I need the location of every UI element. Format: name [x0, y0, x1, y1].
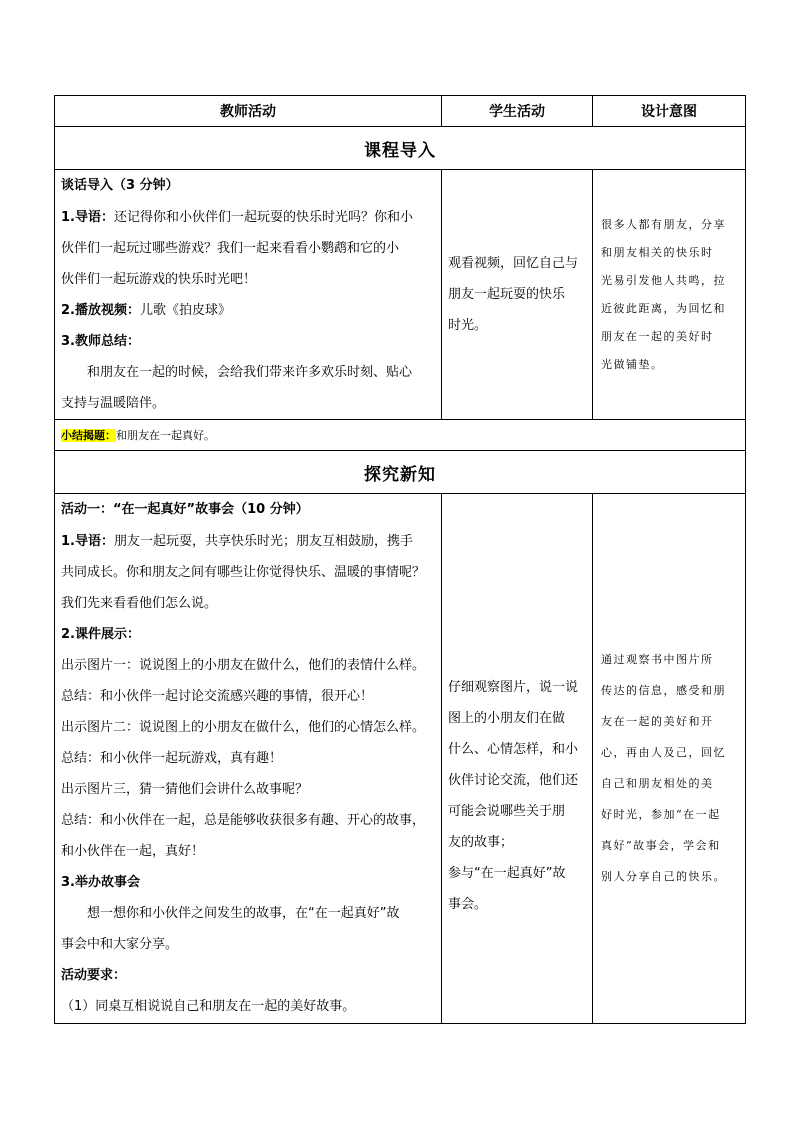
design-line: 心，再由人及己，回忆 — [601, 746, 726, 759]
teacher-line-rest: 儿歌《拍皮球》 — [139, 303, 231, 318]
summary-text: 和朋友在一起真好。 — [116, 429, 215, 442]
student-line: 图上的小朋友们在做 — [448, 711, 566, 726]
teacher-line: 共同成长。你和朋友之间有哪些让你觉得快乐、温暖的事情呢？ — [61, 565, 426, 580]
teacher-line: 总结：和小伙伴在一起，总是能够收获很多有趣、开心的故事， — [61, 813, 426, 828]
summary-cell — [55, 420, 746, 451]
section-row — [55, 127, 746, 170]
teacher-line: 1.导语：朋友一起玩耍，共享快乐时光；朋友互相鼓励，携手 — [61, 534, 413, 549]
teacher-line: 出示图片二：说说图上的小朋友在做什么，他们的心情怎么样。 — [61, 720, 426, 735]
teacher-line: （1）同桌互相说说自己和朋友在一起的美好故事。 — [61, 999, 356, 1014]
design-line: 传达的信息，感受和朋 — [601, 684, 726, 697]
design-line: 光易引发他人共鸣，拉 — [601, 273, 726, 287]
design-line: 好时光，参加“在一起 — [601, 808, 721, 821]
student-line: 伙伴讨论交流，他们还 — [448, 773, 579, 788]
student-line: 时光。 — [448, 318, 488, 333]
design-line: 朋友在一起的美好时 — [601, 329, 714, 343]
design-line: 别人分享自己的快乐。 — [601, 870, 726, 883]
design-line: 友在一起的美好和开 — [601, 715, 714, 728]
design-line: 光做铺垫。 — [601, 357, 664, 371]
teacher-line: 和朋友在一起的时候，会给我们带来许多欢乐时刻、贴心 — [87, 365, 413, 380]
teacher-line: 伙伴们一起玩过哪些游戏？我们一起来看看小鹦鹉和它的小 — [61, 241, 400, 256]
teacher-line: 和小伙伴在一起，真好！ — [61, 844, 205, 859]
design-line: 自己和朋友相处的美 — [601, 777, 714, 790]
content-row — [55, 170, 746, 420]
teacher-line: 活动要求： — [61, 968, 127, 983]
teacher-line: 总结：和小伙伴一起玩游戏，真有趣！ — [61, 751, 283, 766]
summary-row — [55, 420, 746, 451]
design-line: 真好”故事会，学会和 — [601, 839, 721, 852]
teacher-line: 出示图片三，猜一猜他们会讲什么故事呢？ — [61, 782, 309, 797]
activity-heading: 活动一：“在一起真好”故事会（10 分钟） — [61, 502, 309, 517]
teacher-line-rest: 还记得你和小伙伴们一起玩耍的快乐时光吗？你和小 — [113, 210, 413, 225]
design-intent-cell — [593, 494, 746, 1024]
teacher-line: 出示图片一：说说图上的小朋友在做什么，他们的表情什么样。 — [61, 658, 426, 673]
student-line: 什么、心情怎样，和小 — [448, 742, 579, 757]
student-line: 参与“在一起真好”故 — [448, 866, 566, 881]
teacher-line: 3.举办故事会 — [61, 875, 140, 890]
student-line: 观看视频，回忆自己与 — [448, 256, 579, 271]
teacher-line: 3.教师总结： — [61, 334, 140, 349]
summary-label: 小结揭题： — [61, 429, 116, 442]
teacher-activity-cell — [55, 170, 442, 420]
student-line: 可能会说哪些关于朋 — [448, 804, 566, 819]
teacher-line: 伙伴们一起玩游戏的快乐时光吧！ — [61, 272, 257, 287]
student-activity-cell — [442, 170, 593, 420]
content-row — [55, 494, 746, 1024]
teacher-line: 2.播放视频：儿歌《拍皮球》 — [61, 303, 231, 318]
teacher-line: 2.课件展示： — [61, 627, 140, 642]
section-title-intro: 课程导入 — [55, 127, 746, 170]
section-title-explore: 探究新知 — [55, 451, 746, 494]
student-line: 仔细观察图片，说一说 — [448, 680, 579, 695]
teacher-line: 1.导语：还记得你和小伙伴们一起玩耍的快乐时光吗？你和小 — [61, 210, 413, 225]
teacher-line: 我们先来看看他们怎么说。 — [61, 596, 218, 611]
header-design: 设计意图 — [593, 96, 746, 127]
section-row — [55, 451, 746, 494]
student-line: 事会。 — [448, 897, 488, 912]
teacher-line: 事会中和大家分享。 — [61, 937, 179, 952]
header-teacher: 教师活动 — [55, 96, 442, 127]
design-line: 近彼此距离，为回忆和 — [601, 301, 726, 315]
design-intent-cell — [593, 170, 746, 420]
teacher-line-rest: 朋友一起玩耍，共享快乐时光；朋友互相鼓励，携手 — [113, 534, 413, 549]
design-line: 通过观察书中图片所 — [601, 653, 714, 666]
activity-heading: 谈话导入（3 分钟） — [61, 178, 179, 193]
student-line: 友的故事； — [448, 835, 514, 850]
teacher-activity-cell — [55, 494, 442, 1024]
teacher-line: 想一想你和小伙伴之间发生的故事，在“在一起真好”故 — [87, 906, 400, 921]
design-line: 和朋友相关的快乐时 — [601, 245, 714, 259]
student-activity-cell — [442, 494, 593, 1024]
design-line: 很多人都有朋友，分享 — [601, 217, 726, 231]
header-row — [55, 96, 746, 127]
teacher-line: 支持与温暖陪伴。 — [61, 396, 166, 411]
student-line: 朋友一起玩耍的快乐 — [448, 287, 566, 302]
teacher-line: 总结：和小伙伴一起讨论交流感兴趣的事情，很开心！ — [61, 689, 374, 704]
header-student: 学生活动 — [442, 96, 593, 127]
lesson-plan-table — [54, 95, 746, 1024]
